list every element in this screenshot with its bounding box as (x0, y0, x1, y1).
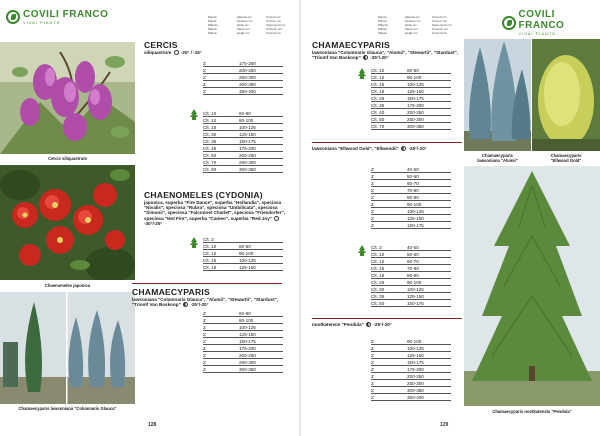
chamae-right-block (312, 40, 472, 60)
height-range: 250-300 (407, 117, 424, 122)
chamae-left-temp: -25°/-20° (190, 302, 209, 308)
height-range: 60-80 (239, 311, 251, 316)
cercis-species: siliquastrum (144, 50, 172, 55)
height-range: 175-200 (239, 346, 256, 351)
size-code: Z (203, 360, 206, 365)
height-range: 100-125 (407, 346, 424, 351)
legend-height-right: Altezza cm Hauteur cm Höhe cm Altura cm Heigh cm (405, 15, 421, 35)
size-code: Clt. 18 (203, 265, 217, 270)
legend-circ: Circonf.cm Circonf. cm Stammumf.cm Circumf. cm Circumf.cm (266, 15, 286, 35)
height-range: 150-175 (407, 96, 424, 101)
cercis-temp: -20° / -15° (180, 50, 202, 55)
section-divider (312, 142, 462, 143)
table-row (371, 123, 451, 130)
height-range: 150-175 (407, 223, 424, 228)
table-row (371, 359, 451, 366)
legend-plant-right: Pianta Plante Pflanze Planta Planta (378, 15, 389, 35)
table-row (371, 95, 451, 102)
size-code: Clt. 90 (203, 167, 217, 172)
half-sun-icon (363, 55, 368, 60)
height-range: 350-400 (239, 89, 256, 94)
table-row (203, 366, 283, 373)
cercis-table-a (203, 60, 283, 95)
height-range: 150-175 (407, 360, 424, 365)
table-row (203, 152, 283, 159)
height-range: 100-125 (407, 82, 424, 87)
table-row (371, 373, 451, 380)
size-code: Z (371, 381, 374, 386)
table-row (203, 257, 283, 264)
size-code: Z (203, 325, 206, 330)
size-code: Clt. 50 (371, 117, 385, 122)
size-code: Z (203, 332, 206, 337)
chaenomeles-desc (144, 200, 294, 226)
size-code: Clt. 10 (371, 68, 385, 73)
table-row (371, 67, 451, 74)
table-row (371, 102, 451, 109)
size-code: Clt. 10 (203, 111, 217, 116)
height-range: 100-125 (407, 209, 424, 214)
size-code: Clt. 3 (371, 245, 382, 250)
table-row (203, 310, 283, 317)
size-code: Z (371, 202, 374, 207)
cercis-subtitle (144, 50, 202, 55)
table-row (203, 124, 283, 131)
ellwood-varieties: lawsoniana "Ellwood Gold", "Ellwoodii" (312, 146, 399, 151)
half-sun-icon (401, 146, 406, 151)
size-code: Clt. 18 (371, 273, 385, 278)
size-code: Clt. 10 (371, 252, 385, 257)
table-row (203, 352, 283, 359)
chamae-left-varieties: lawsoniana "Columnaris Glauca", "Alumii", "Stewartii", "Stardust", "Triomf Van Boskoop" (132, 297, 279, 308)
size-code: Clt. 12 (203, 251, 217, 256)
size-code: Clt. 15 (203, 258, 217, 263)
table-row (371, 251, 451, 258)
sun-icon (174, 50, 179, 55)
height-range: 50-60 (407, 252, 419, 257)
size-code: Z (371, 216, 374, 221)
size-code: Clt. 25 (371, 96, 385, 101)
size-code: Clt. 35 (203, 139, 217, 144)
table-row (203, 236, 283, 243)
columnaris-photo (0, 292, 135, 404)
section-divider (132, 283, 282, 284)
height-range: 80-100 (239, 251, 254, 256)
height-range: 100-125 (239, 325, 256, 330)
table-row (371, 88, 451, 95)
cercis-caption: Cercis siliquastrum (48, 156, 87, 161)
chaenomeles-temp: -30°/-25° (144, 220, 163, 226)
table-row (371, 345, 451, 352)
chaenomeles-block (144, 190, 294, 226)
height-range (239, 236, 283, 242)
logo-right (502, 9, 600, 36)
table-row (371, 173, 451, 180)
table-row (203, 243, 283, 250)
nootka-temp: -25°/-20° (373, 322, 392, 327)
table-row (203, 345, 283, 352)
columnaris-caption: Chamaecyparis lawsoniana "Columnaris Glauca" (18, 406, 117, 411)
table-row (203, 138, 283, 145)
height-range: 50-60 (407, 174, 419, 179)
size-code: Z (371, 346, 374, 351)
table-row (203, 317, 283, 324)
table-row (203, 331, 283, 338)
size-code: Z (203, 318, 206, 323)
size-code: Clt. 12 (371, 75, 385, 80)
size-code: Clt. 12 (203, 118, 217, 123)
nootka-table (371, 338, 451, 401)
size-code: Z (203, 82, 206, 87)
size-code: Clt. 12 (371, 259, 385, 264)
table-row (203, 159, 283, 166)
cercis-title: CERCIS (144, 40, 178, 50)
size-code: Clt. 18 (371, 89, 385, 94)
height-range: 125-150 (239, 132, 256, 137)
height-range: 175-200 (407, 103, 424, 108)
height-range: 175-200 (239, 61, 256, 66)
logo-sub: VIVAI PIANTE (23, 20, 61, 25)
size-code: Clt. 60 (203, 153, 217, 158)
size-code: Z (203, 68, 206, 73)
table-row (371, 81, 451, 88)
height-range: 100-125 (239, 258, 256, 263)
page-number-left: 128 (148, 422, 157, 428)
height-range: 150-175 (239, 139, 256, 144)
page-number-right: 129 (440, 422, 449, 428)
table-row (203, 67, 283, 74)
legend-circ-right: Circonf.cm Circonf. cm Stammumf.cm Circumf. cm Circumf.cm (432, 15, 452, 35)
height-range: 200-250 (407, 374, 424, 379)
height-range: 70-80 (407, 266, 419, 271)
table-row (371, 116, 451, 123)
height-range: 80-90 (407, 195, 419, 200)
pendula-photo (464, 166, 600, 406)
table-row (203, 131, 283, 138)
size-code: Clt. 10 (203, 244, 217, 249)
table-row (371, 387, 451, 394)
legend-plant: Pianta Plante Pflanze Planta Planta (208, 15, 219, 35)
height-range: 175-200 (407, 367, 424, 372)
size-code: Z (203, 311, 206, 316)
size-code: Z (371, 195, 374, 200)
table-row (371, 222, 451, 229)
size-code: Clt. 30 (371, 287, 385, 292)
height-range: 60-80 (239, 244, 251, 249)
table-row (203, 117, 283, 124)
height-range: 300-350 (239, 82, 256, 87)
table-row (371, 286, 451, 293)
chamae-right-table (371, 67, 451, 130)
table-row (203, 145, 283, 152)
chaenomeles-caption: Chaenomeles japonica (44, 283, 91, 288)
size-code: Clt. 15 (371, 82, 385, 87)
height-range: 125-150 (407, 89, 424, 94)
height-range: 70-80 (407, 188, 419, 193)
height-range: 250-300 (239, 360, 256, 365)
height-range: 200-250 (239, 68, 256, 73)
height-range: 200-250 (407, 110, 424, 115)
height-range: 60-70 (407, 181, 419, 186)
leaf-logo-icon (6, 10, 20, 24)
height-range: 300-350 (407, 388, 424, 393)
page-gutter (299, 0, 301, 436)
size-code: Z (371, 360, 374, 365)
table-row (371, 380, 451, 387)
height-range: 80-100 (239, 318, 254, 323)
size-code: Clt. 15 (371, 266, 385, 271)
logo-brand: COVILI FRANCO (23, 9, 109, 20)
alumii-caption: Chamaecyparis lawsoniana "Alumii" (477, 153, 518, 163)
height-range: 60-80 (407, 68, 419, 73)
plant-pot-icon (189, 236, 199, 248)
table-row (371, 352, 451, 359)
height-range: 200-250 (239, 153, 256, 158)
plant-pot-icon (189, 108, 199, 120)
height-range: 250-300 (239, 160, 256, 165)
size-code: Clt. 30 (203, 132, 217, 137)
chamae-right-title: CHAMAECYPARIS (312, 40, 390, 50)
pendula-caption: Chamaecyparis nootkatensis "Pendula" (492, 409, 572, 414)
nootka-block (312, 316, 462, 327)
chaenomeles-title: CHAENOMELES (CYDONIA) (144, 190, 263, 200)
size-code: Z (371, 353, 374, 358)
height-range: 80-90 (407, 273, 419, 278)
chaenomeles-table (203, 236, 283, 271)
cercis-table-b (203, 110, 283, 173)
size-code: Clt. 70 (371, 124, 385, 129)
chamae-left-block (132, 281, 292, 307)
table-row (371, 300, 451, 307)
size-code: Clt. 35 (371, 103, 385, 108)
size-code: Z (203, 346, 206, 351)
nootka-title (312, 322, 462, 327)
height-range: 100-125 (407, 287, 424, 292)
leaf-logo-icon (502, 16, 516, 30)
height-range: 40-50 (407, 167, 419, 172)
ellwood-table-b (371, 244, 451, 307)
logo-left (6, 9, 108, 25)
size-code: Z (203, 367, 206, 372)
ellwood-temp: -25°/-20° (408, 146, 427, 151)
size-code: Z (203, 339, 206, 344)
size-code: Clt. 15 (203, 125, 217, 130)
table-row (371, 258, 451, 265)
table-row (371, 272, 451, 279)
height-range: 90-100 (407, 280, 422, 285)
size-code: Z (371, 339, 374, 344)
table-row (371, 180, 451, 187)
table-row (203, 74, 283, 81)
table-row (371, 293, 451, 300)
height-range: 350-400 (407, 395, 424, 400)
height-range: 60-80 (239, 111, 251, 116)
chaenomeles-photo (0, 165, 135, 280)
cercis-photo (0, 42, 135, 154)
size-code: Z (371, 188, 374, 193)
half-sun-icon (183, 302, 188, 307)
table-row (371, 74, 451, 81)
height-range: 80-100 (239, 118, 254, 123)
chamae-left-table (203, 310, 283, 373)
ellwood-photo (532, 39, 600, 151)
height-range: 100-125 (239, 125, 256, 130)
ellwood-caption: Chamaecyparis "Ellwood Gold" (550, 153, 582, 163)
size-code: Z (371, 209, 374, 214)
size-code: Z (371, 367, 374, 372)
plant-pot-icon (357, 244, 367, 256)
height-range: 125-150 (239, 332, 256, 337)
section-divider (312, 318, 462, 319)
table-row (371, 187, 451, 194)
height-range: 90-100 (407, 202, 422, 207)
table-row (203, 264, 283, 271)
height-range: 80-100 (407, 339, 422, 344)
height-range: 175-200 (239, 146, 256, 151)
size-code: Z (371, 388, 374, 393)
table-row (203, 88, 283, 95)
size-code: Clt. 50 (371, 301, 385, 306)
height-range: 125-150 (407, 294, 424, 299)
size-code: Clt. 35 (371, 294, 385, 299)
height-range: 250-300 (407, 381, 424, 386)
ellwood-block (312, 140, 462, 151)
ellwood-table-a (371, 166, 451, 229)
cercis-block (144, 40, 202, 55)
height-range: 125-150 (407, 353, 424, 358)
size-code: Z (203, 61, 206, 66)
logo-sub: VIVAI PIANTE (518, 31, 557, 36)
table-row (203, 60, 283, 67)
size-code: Clt. 3 (203, 237, 214, 242)
size-code: Z (371, 395, 374, 400)
nootka-variety: nootkatensis "Pendula" (312, 322, 364, 327)
chamae-right-varieties: lawsoniana "Columnaris Glauca", "Alumii", "Stewartii", "Stardust", "Triomf Van Boskoop" (312, 50, 459, 61)
logo-brand: COVILI FRANCO (518, 9, 565, 31)
table-row (203, 359, 283, 366)
table-row (371, 338, 451, 345)
size-code: Z (371, 181, 374, 186)
height-range: 125-150 (239, 265, 256, 270)
plant-pot-icon (357, 67, 367, 79)
table-row (371, 279, 451, 286)
chaenomeles-varieties: japonica, superba "Fire Dance", superba "Hollandia", speciosa "Nivalis", speciosa "Rubra", speciosa "Umbilicata", speciosa "Simonii", speciosa "Falconnet Charlet", speciosa "Friesdorfer", speciosa "Hot Fire", superba "Cameo", superba "Red Joy" (144, 200, 285, 221)
alumii-photo (464, 39, 531, 151)
height-range: 250-300 (239, 75, 256, 80)
size-code: Clt. 70 (203, 160, 217, 165)
chamae-right-temp: -25°/-20° (370, 55, 389, 61)
table-row (371, 109, 451, 116)
size-code: Z (203, 89, 206, 94)
table-row (371, 244, 451, 251)
sun-icon (274, 216, 279, 221)
height-range: 200-250 (239, 353, 256, 358)
table-row (371, 201, 451, 208)
height-range: 60-70 (407, 259, 419, 264)
table-row (203, 324, 283, 331)
table-row (371, 215, 451, 222)
height-range: 150-175 (239, 339, 256, 344)
table-row (371, 194, 451, 201)
chamae-left-title: CHAMAECYPARIS (132, 287, 210, 297)
table-row (203, 250, 283, 257)
table-row (371, 208, 451, 215)
size-code: Z (203, 353, 206, 358)
table-row (203, 81, 283, 88)
table-row (371, 265, 451, 272)
height-range: 300-350 (239, 167, 256, 172)
size-code: Clt. 45 (203, 146, 217, 151)
size-code: Z (371, 167, 374, 172)
chamae-right-desc (312, 50, 472, 60)
table-row (371, 166, 451, 173)
height-range: 80-100 (407, 75, 422, 80)
height-range: 125-150 (407, 216, 424, 221)
ellwood-title (312, 146, 462, 151)
half-sun-icon (366, 322, 371, 327)
table-row (203, 166, 283, 173)
chamae-left-desc (132, 297, 292, 307)
size-code: Clt. 25 (371, 280, 385, 285)
height-range: 40-50 (407, 245, 419, 250)
legend-height: Altezza cm Hauteur cm Höhe cm Altura cm Heigh cm (237, 15, 253, 35)
height-range: 300-350 (239, 367, 256, 372)
table-row (371, 394, 451, 401)
table-row (203, 110, 283, 117)
table-row (371, 366, 451, 373)
height-range: 300-350 (407, 124, 424, 129)
size-code: Clt. 40 (371, 110, 385, 115)
size-code: Z (371, 374, 374, 379)
size-code: Z (203, 75, 206, 80)
table-row (203, 338, 283, 345)
height-range: 150-175 (407, 301, 424, 306)
size-code: Z (371, 223, 374, 228)
size-code: Z (371, 174, 374, 179)
